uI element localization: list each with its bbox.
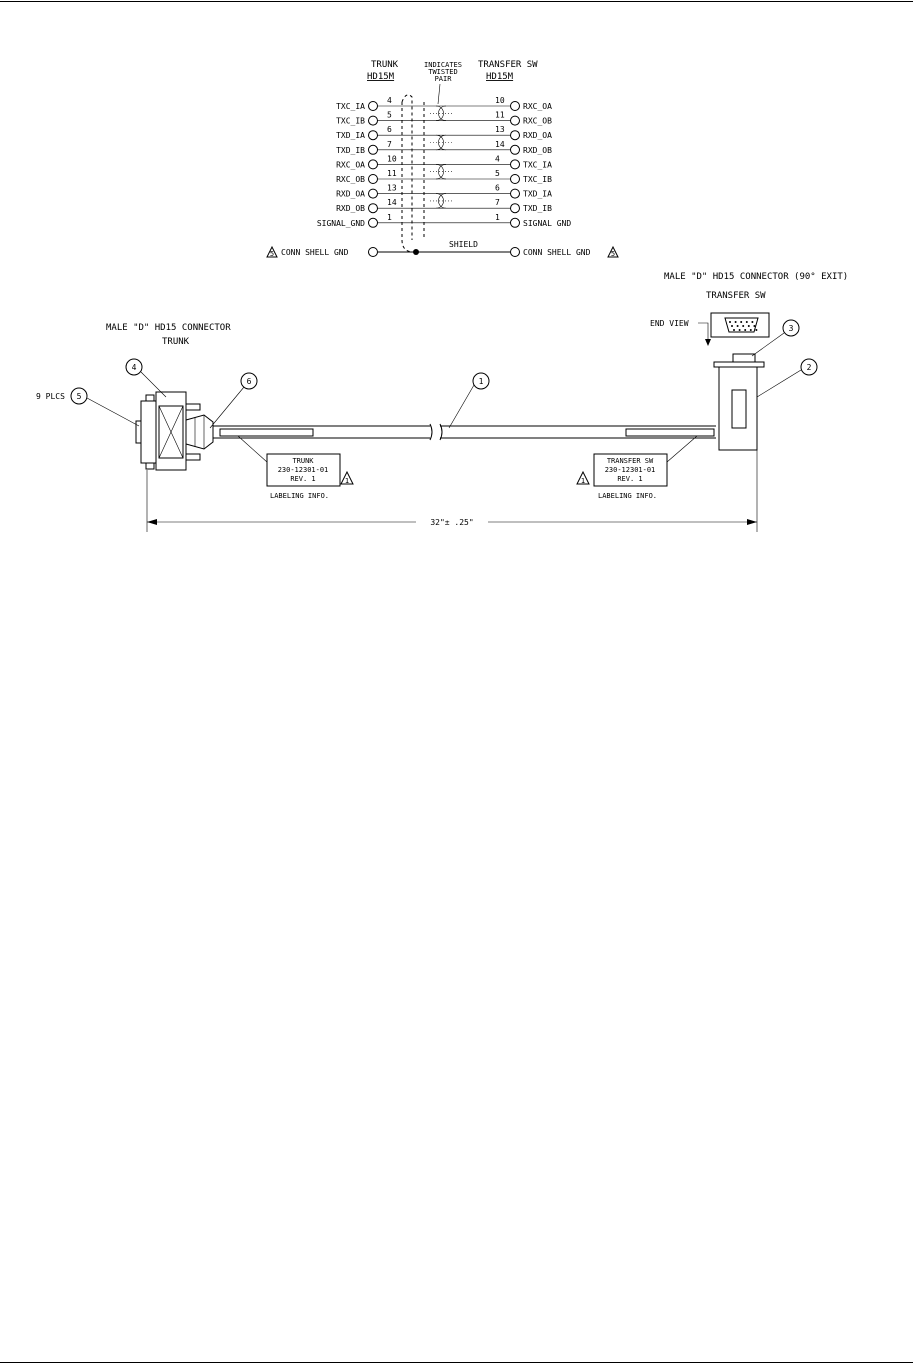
right-pin-number: 13 bbox=[495, 125, 505, 135]
end-view-pin bbox=[731, 325, 733, 327]
right-labeling-info: LABELING INFO. bbox=[598, 492, 658, 500]
end-view-pin bbox=[735, 321, 737, 323]
jackscrew-bottom bbox=[186, 454, 200, 460]
left-pin-terminal bbox=[369, 204, 378, 213]
left-pin-terminal bbox=[369, 116, 378, 125]
svg-text:TRUNK: TRUNK bbox=[292, 457, 314, 465]
cable-break-left bbox=[430, 424, 432, 440]
left-pin-terminal bbox=[369, 218, 378, 227]
right-signal-name: RXC_OA bbox=[523, 102, 552, 111]
left-pin-number: 4 bbox=[387, 96, 392, 105]
wiring-schematic bbox=[267, 60, 618, 258]
left-pin-number: 1 bbox=[387, 212, 392, 222]
svg-text:1: 1 bbox=[344, 477, 350, 485]
right-pin-terminal bbox=[511, 131, 520, 140]
left-pin-number: 13 bbox=[387, 183, 397, 193]
right-header: TRANSFER SW bbox=[478, 60, 538, 70]
left-signal-name: RXC_OB bbox=[336, 175, 365, 184]
right-signal-name: RXD_OA bbox=[523, 131, 552, 141]
right-pin-terminal bbox=[511, 145, 520, 154]
end-view-pin bbox=[744, 329, 746, 331]
svg-text:4: 4 bbox=[131, 363, 137, 372]
shield-dash-left bbox=[402, 95, 412, 240]
right-pin-number: 6 bbox=[495, 183, 500, 193]
right-label-sleeve bbox=[626, 429, 714, 436]
right-pin-terminal bbox=[511, 175, 520, 184]
right-connector-flange bbox=[714, 362, 764, 367]
end-view-pin bbox=[748, 325, 750, 327]
left-pin-number: 7 bbox=[387, 139, 392, 149]
left-signal-name: TXC_IB bbox=[336, 116, 365, 126]
twisted-pair-leader bbox=[438, 84, 440, 104]
right-signal-name: RXC_OB bbox=[523, 116, 552, 126]
overall-length-dimension bbox=[147, 450, 757, 532]
right-connector-body bbox=[719, 367, 757, 450]
left-pin-terminal bbox=[369, 145, 378, 154]
right-pin-number: 7 bbox=[495, 198, 500, 208]
jackscrew-top bbox=[186, 404, 200, 410]
right-pin-number: 5 bbox=[495, 169, 500, 178]
end-view-outline bbox=[711, 313, 769, 337]
right-pin-terminal bbox=[511, 116, 520, 125]
end-view-pin bbox=[751, 321, 753, 323]
left-pin-number: 14 bbox=[387, 198, 397, 208]
right-signal-name: TXD_IA bbox=[523, 189, 552, 199]
shell-right-label: CONN SHELL GND bbox=[523, 248, 591, 257]
svg-text:5: 5 bbox=[76, 392, 82, 401]
svg-text:REV. 1: REV. 1 bbox=[617, 475, 643, 483]
left-signal-name: TXC_IA bbox=[336, 102, 365, 111]
right-pin-terminal bbox=[511, 160, 520, 169]
svg-text:REV. 1: REV. 1 bbox=[290, 475, 316, 483]
right-pin-terminal bbox=[511, 218, 520, 227]
right-pin-number: 11 bbox=[495, 110, 505, 120]
end-view-pin bbox=[753, 325, 755, 327]
right-signal-name: SIGNAL GND bbox=[523, 218, 572, 228]
svg-text:230-12301-01: 230-12301-01 bbox=[277, 466, 329, 474]
left-signal-name: RXC_OA bbox=[336, 160, 365, 170]
left-label-callout bbox=[238, 436, 353, 500]
end-view-pin bbox=[737, 325, 739, 327]
left-hd15-connector bbox=[136, 392, 213, 470]
left-label-sleeve bbox=[220, 429, 313, 436]
shell-left-label: CONN SHELL GND bbox=[281, 248, 349, 257]
twisted-pair-note-line-1: INDICATES bbox=[424, 61, 462, 69]
left-pin-terminal bbox=[369, 131, 378, 140]
end-view-label: END VIEW bbox=[650, 319, 689, 328]
right-pin-terminal bbox=[511, 102, 520, 111]
right-pin-number: 14 bbox=[495, 139, 505, 149]
end-view-pin bbox=[739, 329, 741, 331]
left-pin-number: 6 bbox=[387, 125, 392, 135]
twisted-pair-note-line-3: PAIR bbox=[434, 75, 452, 83]
svg-text:1: 1 bbox=[478, 377, 484, 386]
end-view-dsub-shell bbox=[725, 318, 758, 332]
end-view-pin bbox=[729, 321, 731, 323]
cable-assembly bbox=[36, 272, 848, 532]
right-pin-number: 1 bbox=[495, 212, 500, 222]
end-view bbox=[650, 313, 769, 346]
right-connector-type: HD15M bbox=[486, 72, 514, 82]
right-pin-terminal bbox=[511, 204, 520, 213]
left-pin-terminal bbox=[369, 189, 378, 198]
end-view-pin bbox=[746, 321, 748, 323]
length-dimension-text: 32"± .25" bbox=[430, 518, 474, 527]
shield-junction-dot bbox=[413, 249, 419, 255]
shield-label: SHIELD bbox=[449, 240, 478, 249]
left-pin-terminal bbox=[369, 102, 378, 111]
left-signal-name: RXD_OA bbox=[336, 189, 365, 199]
shell-left-terminal bbox=[369, 248, 378, 257]
left-pin-terminal bbox=[369, 160, 378, 169]
right-connector-window bbox=[732, 390, 746, 428]
item-balloons bbox=[36, 320, 817, 428]
shell-right-terminal bbox=[511, 248, 520, 257]
right-signal-name: TXD_IB bbox=[523, 204, 552, 214]
svg-text:6: 6 bbox=[246, 377, 252, 386]
left-signal-name: TXD_IB bbox=[336, 145, 365, 155]
twisted-pair-note-line-2: TWISTED bbox=[428, 68, 458, 76]
left-connector-subtitle: TRUNK bbox=[162, 337, 190, 347]
left-connector-title: MALE "D" HD15 CONNECTOR bbox=[106, 323, 231, 333]
left-pin-number: 5 bbox=[387, 110, 392, 120]
left-signal-name: RXD_OB bbox=[336, 204, 365, 214]
right-hd15-connector bbox=[714, 354, 764, 450]
right-label-callout bbox=[577, 436, 697, 500]
plcs-label: 9 PLCS bbox=[36, 392, 65, 401]
strain-relief-boot bbox=[186, 415, 213, 449]
end-view-pin bbox=[742, 325, 744, 327]
end-view-pin bbox=[755, 329, 757, 331]
svg-text:230-12301-01: 230-12301-01 bbox=[604, 466, 656, 474]
right-signal-name: RXD_OB bbox=[523, 145, 552, 155]
left-header: TRUNK bbox=[371, 60, 399, 70]
note-flag-right-text: 5 bbox=[610, 250, 616, 258]
svg-text:1: 1 bbox=[580, 477, 586, 485]
right-connector-subtitle: TRANSFER SW bbox=[706, 291, 766, 301]
signal-rows bbox=[317, 96, 572, 228]
left-connector-plug bbox=[136, 421, 141, 443]
right-signal-name: TXC_IA bbox=[523, 160, 552, 170]
right-connector-plug bbox=[733, 354, 755, 362]
right-pin-number: 4 bbox=[495, 154, 500, 164]
left-pin-terminal bbox=[369, 175, 378, 184]
left-signal-name: SIGNAL_GND bbox=[316, 218, 365, 228]
svg-text:2: 2 bbox=[806, 363, 812, 372]
left-connector-flange bbox=[141, 401, 156, 463]
cable bbox=[213, 424, 716, 440]
right-signal-name: TXC_IB bbox=[523, 175, 552, 184]
left-signal-name: TXD_IA bbox=[336, 131, 365, 141]
svg-text:3: 3 bbox=[788, 324, 794, 333]
end-view-pin bbox=[733, 329, 735, 331]
left-labeling-info: LABELING INFO. bbox=[270, 492, 330, 500]
end-view-pin bbox=[750, 329, 752, 331]
left-pin-number: 11 bbox=[387, 169, 397, 178]
left-connector-type: HD15M bbox=[367, 72, 395, 82]
left-pin-number: 10 bbox=[387, 154, 397, 164]
note-flag-left-text: 5 bbox=[269, 250, 275, 258]
end-view-pins bbox=[729, 321, 757, 331]
right-connector-title: MALE "D" HD15 CONNECTOR (90° EXIT) bbox=[664, 272, 849, 282]
svg-text:TRANSFER SW: TRANSFER SW bbox=[606, 457, 654, 465]
right-pin-terminal bbox=[511, 189, 520, 198]
right-pin-number: 10 bbox=[495, 96, 505, 105]
end-view-pin bbox=[740, 321, 742, 323]
